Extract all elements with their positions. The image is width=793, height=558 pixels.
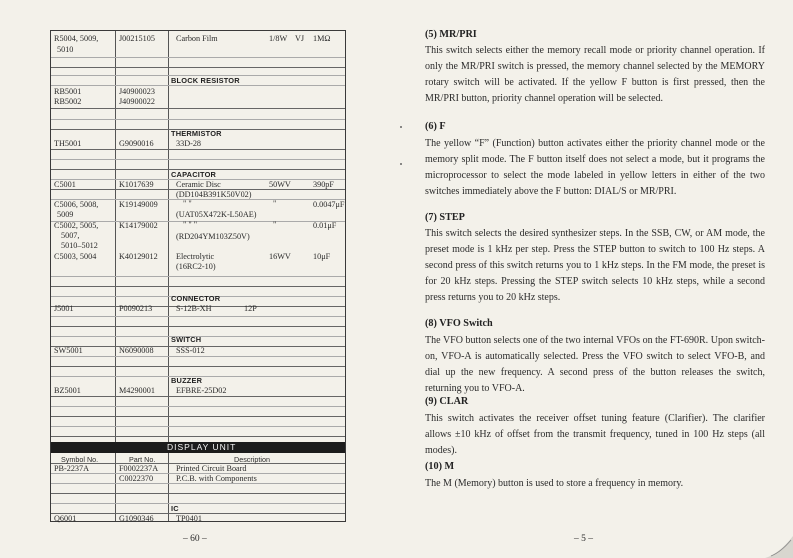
spec: 1/8W [269,34,288,43]
symbol-no: 5010 [57,45,74,54]
section-body-f: The yellow “F” (Function) button activates either the priority channel mode or the memory split mode. The F button itself does not select a mode, but it programs the microprocessor to select the mode labeled in yellow letters in either of the two switches immediately above the F button: DIAL/S or MR/PRI. [425,138,765,197]
description: " " " [183,220,198,229]
spec: 10μF [313,252,331,261]
parts-list-table [50,30,346,522]
section-heading: BLOCK RESISTOR [171,76,240,85]
section-heading: THERMISTOR [171,129,222,138]
description: Printed Circuit Board [176,464,247,473]
symbol-no: 5010–5012 [61,241,98,250]
part-no: N6090008 [119,346,154,355]
symbol-no: RB5001 [54,87,82,96]
description: SSS-012 [176,346,205,355]
description: Carbon Film [176,34,218,43]
section-title-mr-pri: (5) MR/PRI [425,29,477,40]
spec: 0.01μF [313,221,337,230]
page-number: – 60 – [183,534,207,544]
section-title-vfo: (8) VFO Switch [425,318,493,329]
unit-title-bar [51,442,345,453]
symbol-no: BZ5001 [54,386,81,395]
part-no: K14179002 [119,221,158,230]
description: P.C.B. with Components [176,474,257,483]
spec: 16WV [269,252,291,261]
column-header-description: Description [234,455,270,464]
part-no: M4290001 [119,386,155,395]
spec: 12P [244,304,257,313]
symbol-no: C5002, 5005, [54,221,99,230]
part-no: K19149009 [119,200,158,209]
page-number: – 5 – [574,534,593,544]
section-heading: CAPACITOR [171,170,217,179]
section-body-m: The M (Memory) button is used to store a frequency in memory. [425,478,684,489]
left-page [0,0,396,558]
symbol-no: PB-2237A [54,464,90,473]
description: 33D-28 [176,139,202,148]
description: " " [183,199,192,208]
section-heading: IC [171,504,179,513]
description: S-12B-XH [176,304,212,313]
section-heading: CONNECTOR [171,294,221,303]
spec: " [273,220,277,229]
symbol-no: C5006, 5008, [54,200,99,209]
symbol-no: TH5001 [54,139,82,148]
section-heading: SWITCH [171,335,202,344]
column-header-symbol: Symbol No. [61,455,99,464]
part-no: K40129012 [119,252,158,261]
description: (UAT05X472K-L50AE) [176,210,257,219]
spec: " [273,199,277,208]
spec: 390pF [313,180,334,189]
description: (RD204YM103Z50V) [176,232,250,241]
section-body-clar: This switch activates the receiver offset tuning feature (Clarifier). The clarifier allows ±10 kHz of offset from the transmit frequency, tuned in 100 Hz steps (all modes). [425,413,765,456]
spec: VJ [295,34,305,43]
symbol-no: SW5001 [54,346,83,355]
symbol-no: RB5002 [54,97,82,106]
part-no: J40900023 [119,87,155,96]
section-title-clar: (9) CLAR [425,396,469,407]
part-no: P0090213 [119,304,153,313]
margin-mark [400,126,402,128]
section-body-step: This switch selects the desired synthesizer steps. In the SSB, CW, or AM mode, the preset mode is 1 kHz per step. Press the STEP button to switch to 100 Hz steps. A second press of this switch returns you to 1 kHz steps. In the FM mode, the preset is for 20 kHz steps. Pressing the STEP switch selects 10 kHz steps, while a second press returns you to 20 kHz steps. [425,228,765,303]
description: TP0401 [176,514,202,523]
description: (16RC2-10) [176,262,216,271]
symbol-no: C5001 [54,180,76,189]
part-no: G9090016 [119,139,154,148]
section-title-f: (6) F [425,121,446,132]
unit-title: DISPLAY UNIT [167,442,237,452]
section-body-vfo: The VFO button selects one of the two internal VFOs on the FT-690R. Upon switch-on, VFO-A is automatically selected. Press the VFO switch to select VFO-B, and dial up the new frequency. A second press of the button releases the switch, returning you to VFO-A. [425,335,765,394]
part-no: G1090346 [119,514,154,523]
symbol-no: R5004, 5009, [54,34,99,43]
symbol-no: J5001 [54,304,74,313]
right-page [396,0,793,558]
part-no: F0002237A [119,464,159,473]
column-header-part: Part No. [129,455,156,464]
description: Ceramic Disc [176,180,221,189]
margin-mark [400,163,402,165]
page-curl-icon [765,536,793,558]
description: (DD104B391K50V02) [176,190,252,199]
spec: 50WV [269,180,291,189]
description: EFBRE-25D02 [176,386,227,395]
section-heading: BUZZER [171,376,203,385]
description: Electrolytic [176,252,215,261]
symbol-no: 5009 [57,210,74,219]
section-body-mr-pri: This switch selects either the memory recall mode or priority channel operation. If only the MR/PRI switch is pressed, the memory channel selected by the MEMORY rotary switch will be activated. If the yellow F button is first pressed, then the MR/PRI button, priority channel operation will be selected. [425,45,765,104]
symbol-no: Q6001 [54,514,77,523]
spec: 1MΩ [313,34,331,43]
section-title-m: (10) M [425,461,455,472]
spec: 0.0047μF [313,200,345,209]
part-no: J40900022 [119,97,155,106]
symbol-no: C5003, 5004 [54,252,97,261]
part-no: C0022370 [119,474,154,483]
part-no: K1017639 [119,180,154,189]
symbol-no: 5007, [61,231,80,240]
section-title-step: (7) STEP [425,212,465,223]
part-no: J00215105 [119,34,155,43]
